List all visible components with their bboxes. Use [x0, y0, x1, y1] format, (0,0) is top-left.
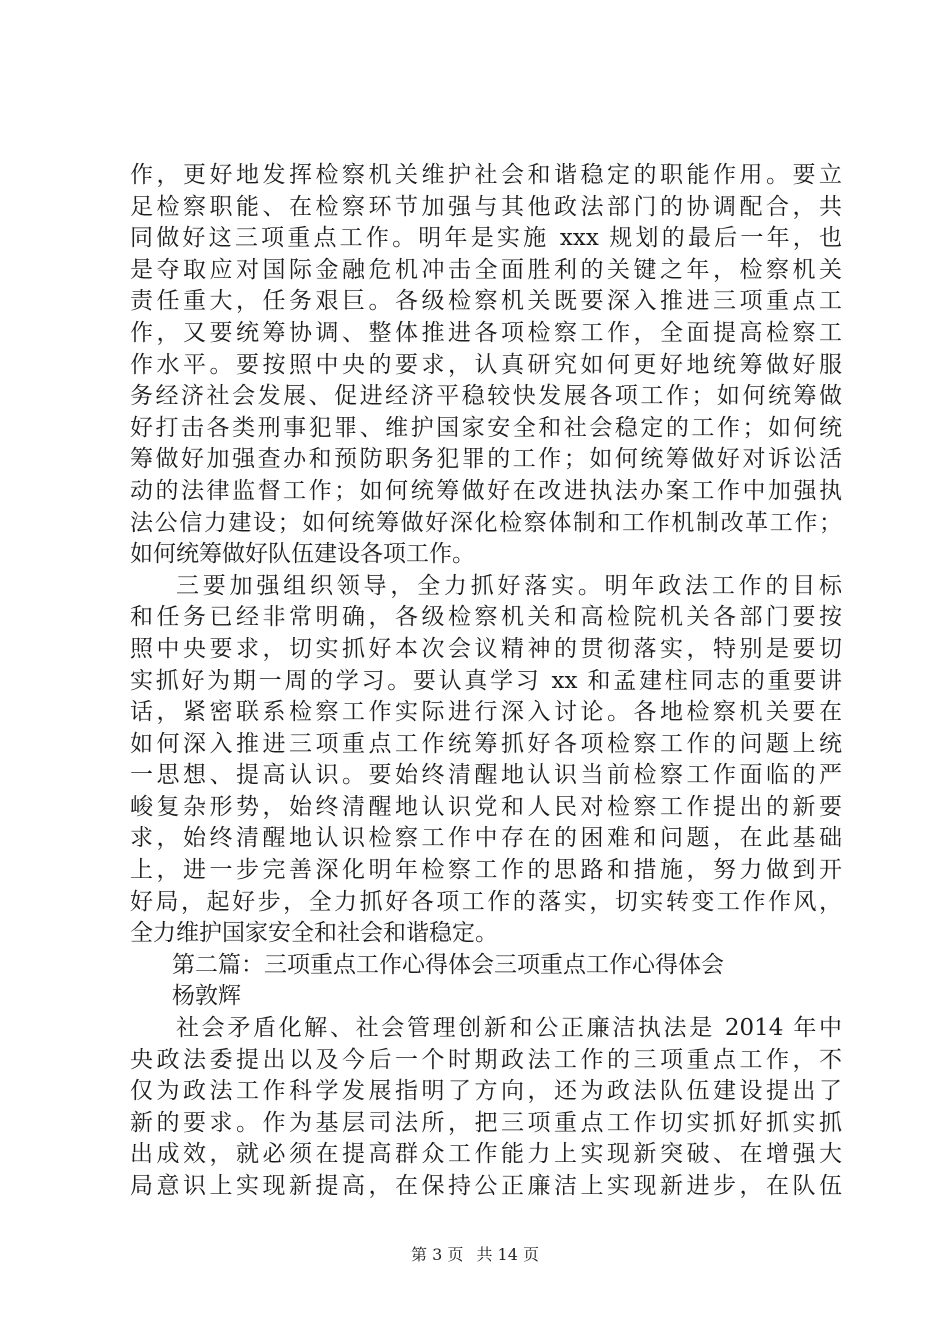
text-line: 社会矛盾化解、社会管理创新和公正廉洁执法是 2014 年中 — [176, 1015, 842, 1042]
text-line: 筹做好加强查办和预防职务犯罪的工作；如何统筹做好对诉讼活 — [130, 446, 842, 473]
text-line: 好打击各类刑事犯罪、维护国家安全和社会稳定的工作；如何统 — [130, 414, 842, 441]
text-line: 一思想、提高认识。要始终清醒地认识当前检察工作面临的严 — [130, 762, 842, 789]
text-line: 动的法律监督工作；如何统筹做好在改进执法办案工作中加强执 — [130, 477, 842, 504]
text-line: 三要加强组织领导，全力抓好落实。明年政法工作的目标 — [176, 572, 842, 599]
page-total: 共 14 页 — [476, 1245, 539, 1264]
text-line: 新的要求。作为基层司法所，把三项重点工作切实抓好抓实抓 — [130, 1109, 842, 1136]
text-line: 上，进一步完善深化明年检察工作的思路和措施，努力做到开 — [130, 857, 842, 884]
text-line: 作水平。要按照中央的要求，认真研究如何更好地统筹做好服 — [130, 351, 842, 378]
text-line: 求，始终清醒地认识检察工作中存在的困难和问题，在此基础 — [130, 825, 842, 852]
text-line: 法公信力建设；如何统筹做好深化检察体制和工作机制改革工作； — [130, 509, 842, 536]
document-body — [130, 160, 842, 1203]
text-line: 如何深入推进三项重点工作统筹抓好各项检察工作的问题上统 — [130, 730, 842, 757]
page-footer — [0, 1242, 950, 1265]
text-line: 作，又要统筹协调、整体推进各项检察工作，全面提高检察工 — [130, 319, 842, 346]
text-line: 全力维护国家安全和社会和谐稳定。 — [130, 920, 498, 947]
page-number: 第 3 页 — [411, 1245, 464, 1264]
text-line: 峻复杂形势，始终清醒地认识党和人民对检察工作提出的新要 — [130, 793, 842, 820]
text-line: 和任务已经非常明确，各级检察机关和高检院机关各部门要按 — [130, 604, 842, 631]
text-line: 局意识上实现新提高，在保持公正廉洁上实现新进步，在队伍 — [130, 1173, 842, 1199]
text-line: 务经济社会发展、促进经济平稳较快发展各项工作；如何统筹做 — [130, 383, 842, 410]
text-line: 实抓好为期一周的学习。要认真学习 xx 和孟建柱同志的重要讲 — [130, 667, 842, 694]
text-line: 照中央要求，切实抓好本次会议精神的贯彻落实，特别是要切 — [130, 635, 842, 662]
text-line: 第二篇：三项重点工作心得体会三项重点工作心得体会 — [172, 951, 724, 978]
text-line: 出成效，就必须在提高群众工作能力上实现新突破、在增强大 — [130, 1141, 842, 1168]
text-line: 责任重大，任务艰巨。各级检察机关既要深入推进三项重点工 — [130, 288, 842, 315]
text-line: 话，紧密联系检察工作实际进行深入讨论。各地检察机关要在 — [130, 699, 842, 726]
text-line: 如何统筹做好队伍建设各项工作。 — [130, 541, 475, 568]
text-line: 足检察职能、在检察环节加强与其他政法部门的协调配合，共 — [130, 193, 842, 220]
text-line: 杨敦辉 — [172, 983, 241, 1010]
text-line: 是夺取应对国际金融危机冲击全面胜利的关键之年，检察机关 — [130, 256, 842, 283]
text-line: 同做好这三项重点工作。明年是实施 xxx 规划的最后一年，也 — [130, 225, 842, 252]
text-line: 好局，起好步，全力抓好各项工作的落实，切实转变工作作风， — [130, 888, 842, 915]
text-line: 作，更好地发挥检察机关维护社会和谐稳定的职能作用。要立 — [130, 162, 842, 188]
text-line: 央政法委提出以及今后一个时期政法工作的三项重点工作，不 — [130, 1046, 842, 1073]
text-line: 仅为政法工作科学发展指明了方向，还为政法队伍建设提出了 — [130, 1078, 842, 1105]
